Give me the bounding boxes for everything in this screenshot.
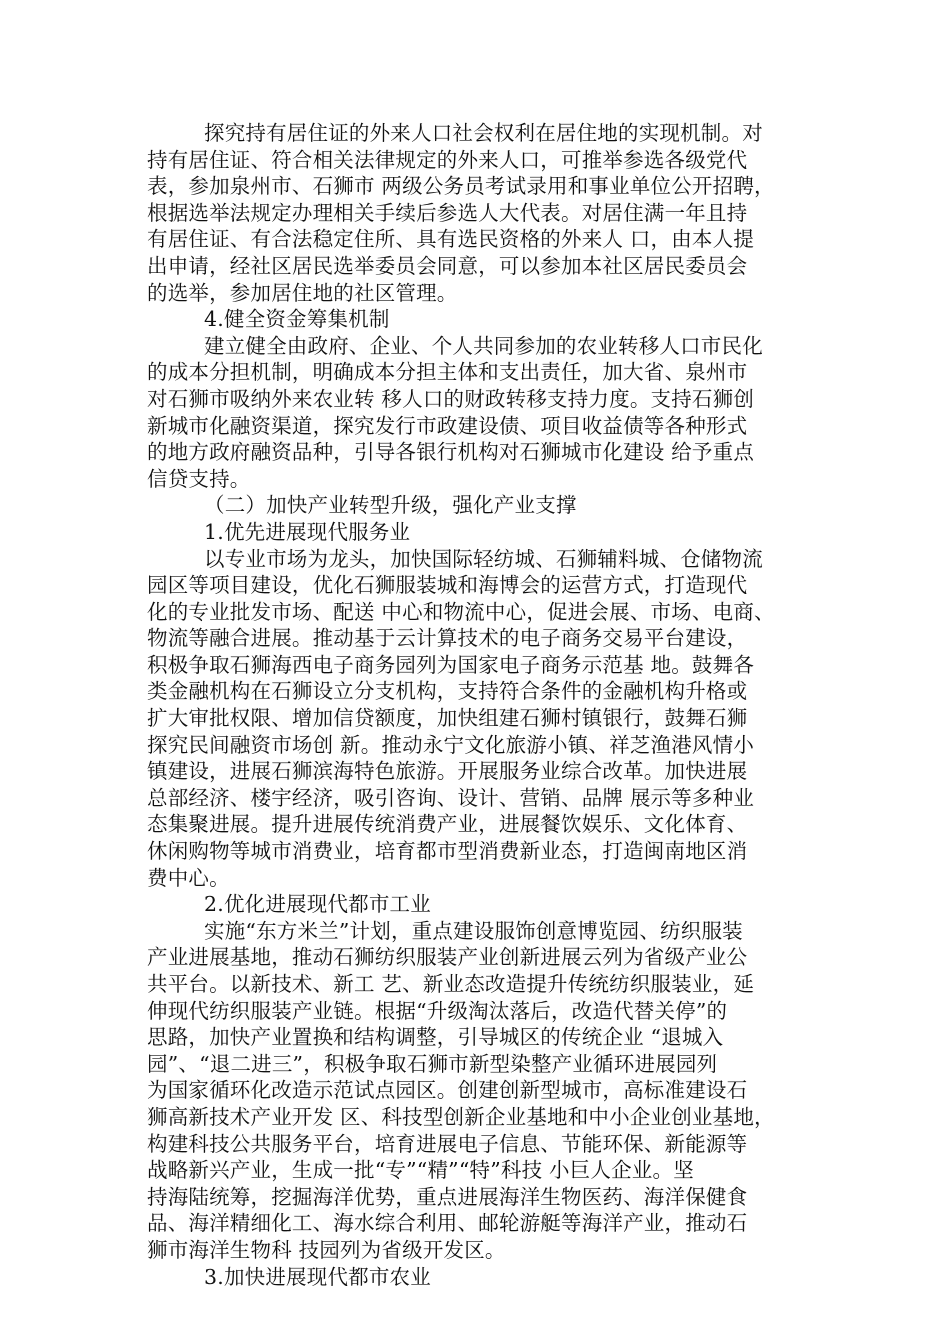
text-line: 新城市化融资渠道，探究发行市政建设债、项目收益债等各种形式 [147,413,748,438]
text-line: 探究民间融资市场创 新。推动永宁文化旅游小镇、祥芝渔港风情小 [147,732,755,757]
text-line: 化的专业批发市场、配送 中心和物流中心，促进会展、市场、电商、 [147,599,775,624]
text-line: 思路，加快产业置换和结构调整，引导城区的传统企业 “退城入 [147,1025,724,1050]
text-line: 物流等融合进展。推动基于云计算技术的电子商务交易平台建设， [147,626,748,651]
text-line: 园”、“退二进三”，积极争取石狮市新型染整产业循环进展园列 [147,1051,718,1076]
text-line: 狮高新技术产业开发 区、科技型创新企业基地和中小企业创业基地， [147,1104,775,1129]
text-line: 2.优化进展现代都市工业 [204,892,431,917]
text-line: 4.健全资金筹集机制 [204,307,390,332]
text-line: 为国家循环化改造示范试点园区。创建创新型城市，高标准建设石 [147,1078,748,1103]
text-line: 表，参加泉州市、石狮市 两级公务员考试录用和事业单位公开招聘， [147,174,775,199]
text-line: 1.优先进展现代服务业 [204,519,411,544]
text-line: 持海陆统筹，挖掘海洋优势，重点进展海洋生物医药、海洋保健食 [147,1184,748,1209]
text-line: 对石狮市吸纳外来农业转 移人口的财政转移支持力度。支持石狮创 [147,386,755,411]
text-line: 产业进展基地，推动石狮纺织服装产业创新进展云列为省级产业公 [147,945,748,970]
text-line: 的选举，参加居住地的社区管理。 [147,280,458,305]
text-line: 积极争取石狮海西电子商务园列为国家电子商务示范基 地。鼓舞各 [147,652,755,677]
text-line: 信贷支持。 [147,466,251,491]
text-line: 的地方政府融资品种，引导各银行机构对石狮城市化建设 给予重点 [147,440,755,465]
text-line: 建立健全由政府、企业、个人共同参加的农业转移人口市民化 [204,333,763,358]
text-line: 扩大审批权限、增加信贷额度，加快组建石狮村镇银行，鼓舞石狮 [147,706,748,731]
text-line: 类金融机构在石狮设立分支机构，支持符合条件的金融机构升格或 [147,679,748,704]
text-line: 镇建设，进展石狮滨海特色旅游。开展服务业综合改革。加快进展 [147,759,748,784]
text-line: 持有居住证、符合相关法律规定的外来人口，可推举参选各级党代 [147,147,748,172]
text-line: 总部经济、楼宇经济，吸引咨询、设计、营销、品牌 展示等多种业 [147,785,755,810]
text-line: 战略新兴产业，生成一批“专”“精”“特”科技 小巨人企业。坚 [147,1158,694,1183]
text-line: 伸现代纺织服装产业链。根据“升级淘汰落后，改造代替关停”的 [147,998,728,1023]
text-line: （二）加快产业转型升级，强化产业支撑 [204,493,577,518]
text-line: 休闲购物等城市消费业，培育都市型消费新业态，打造闽南地区消 [147,839,748,864]
text-line: 有居住证、有合法稳定住所、具有选民资格的外来人 口，由本人提 [147,227,755,252]
document-body [147,120,827,1290]
text-line: 狮市海洋生物科 技园列为省级开发区。 [147,1237,506,1262]
text-line: 出申请，经社区居民选举委员会同意，可以参加本社区居民委员会 [147,253,748,278]
text-line: 3.加快进展现代都市农业 [204,1264,431,1289]
text-line: 实施“东方米兰”计划，重点建设服饰创意博览园、纺织服装 [204,918,743,943]
text-line: 以专业市场为龙头，加快国际轻纺城、石狮辅料城、仓储物流 [204,546,763,571]
text-line: 的成本分担机制，明确成本分担主体和支出责任，加大省、泉州市 [147,360,748,385]
text-line: 探究持有居住证的外来人口社会权利在居住地的实现机制。对 [204,121,763,145]
text-line: 园区等项目建设，优化石狮服装城和海博会的运营方式，打造现代 [147,573,748,598]
text-line: 根据选举法规定办理相关手续后参选人大代表。对居住满一年且持 [147,200,748,225]
text-line: 共平台。以新技术、新工 艺、新业态改造提升传统纺织服装业，延 [147,972,755,996]
text-line: 构建科技公共服务平台，培育进展电子信息、节能环保、新能源等 [147,1131,748,1156]
text-line: 费中心。 [147,865,230,890]
text-line: 态集聚进展。提升进展传统消费产业，进展餐饮娱乐、文化体育、 [147,812,748,837]
text-line: 品、海洋精细化工、海水综合利用、邮轮游艇等海洋产业，推动石 [147,1211,748,1236]
